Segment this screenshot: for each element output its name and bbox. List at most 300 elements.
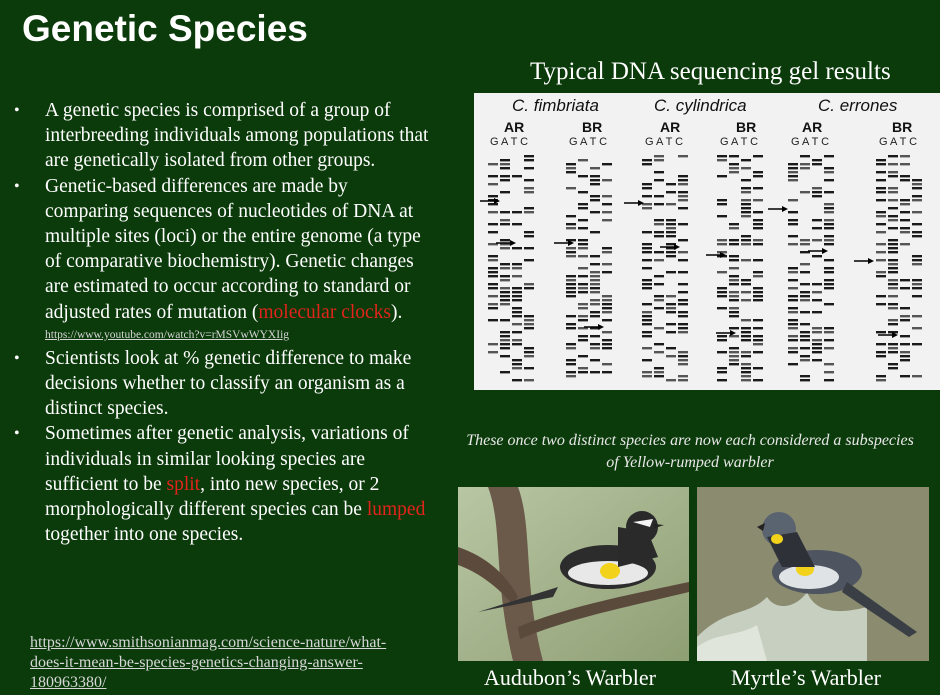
- gel-band: [912, 327, 922, 329]
- gel-band: [590, 311, 600, 313]
- gel-band: [642, 159, 652, 161]
- gel-band: [512, 379, 522, 381]
- bases-label: G A T C: [720, 136, 759, 148]
- gel-band: [512, 323, 522, 325]
- gel-band: [578, 275, 588, 277]
- gel-band: [876, 295, 886, 297]
- gel-band: [800, 355, 810, 357]
- gel-band: [912, 187, 922, 189]
- gel-band: [717, 215, 727, 217]
- gel-band: [741, 371, 751, 373]
- gel-band: [654, 343, 664, 345]
- warbler-caption: These once two distinct species are now each considered a subspecies of Yellow-rumped warbler: [466, 432, 914, 471]
- gel-band: [729, 359, 739, 361]
- gel-band: [524, 355, 534, 357]
- gel-band: [524, 259, 534, 261]
- gel-band: [512, 263, 522, 265]
- gel-band: [729, 227, 739, 229]
- gel-band: [876, 275, 886, 277]
- gel-band: [824, 327, 834, 329]
- gel-band: [578, 267, 588, 269]
- gel-band: [800, 375, 810, 377]
- gel-band: [642, 195, 652, 197]
- gel-band: [500, 303, 510, 305]
- gel-band: [741, 327, 751, 329]
- gel-band: [812, 331, 822, 333]
- gel-band: [500, 275, 510, 277]
- gel-band: [753, 287, 763, 289]
- gel-band: [717, 159, 727, 161]
- gel-band: [666, 235, 676, 237]
- gel-band: [912, 315, 922, 317]
- gel-band: [824, 347, 834, 349]
- gel-band: [590, 271, 600, 273]
- gel-band: [500, 279, 510, 281]
- gel-band: [500, 355, 510, 357]
- bullet-dot: •: [14, 349, 20, 367]
- gel-band: [888, 187, 898, 189]
- gel-band: [524, 207, 534, 209]
- gel-band: [888, 155, 898, 157]
- gel-band: [566, 275, 576, 277]
- gel-band: [678, 223, 688, 225]
- gel-band: [717, 295, 727, 297]
- smithsonian-link[interactable]: https://www.smithsonianmag.com/science-nature/what-does-it-mean-be-species-genetics-changing-answer-180963380/: [30, 634, 387, 691]
- gel-band: [888, 307, 898, 309]
- gel-band: [488, 351, 498, 353]
- gel-band: [741, 239, 751, 241]
- gel-band: [824, 271, 834, 273]
- gel-band: [900, 375, 910, 377]
- gel-band: [753, 379, 763, 381]
- gel-band: [753, 319, 763, 321]
- gel-band: [729, 347, 739, 349]
- gel-band: [900, 355, 910, 357]
- gel-band: [602, 195, 612, 197]
- gel-band: [590, 183, 600, 185]
- gel-band: [888, 239, 898, 241]
- gel-band: [800, 347, 810, 349]
- gel-band: [642, 331, 652, 333]
- gel-band: [512, 311, 522, 313]
- gel-band: [678, 299, 688, 301]
- gel-band: [717, 371, 727, 373]
- gel-band: [729, 311, 739, 313]
- bullet-text: [45, 421, 434, 547]
- gel-band: [900, 359, 910, 361]
- gel-band: [888, 263, 898, 265]
- gel-band: [578, 315, 588, 317]
- gel-band: [800, 339, 810, 341]
- gel-band: [741, 191, 751, 193]
- slide-title: Genetic Species: [22, 8, 308, 49]
- gel-band: [488, 271, 498, 273]
- gel-band: [602, 339, 612, 341]
- gel-band: [500, 211, 510, 213]
- gel-band: [524, 235, 534, 237]
- gel-band: [602, 311, 612, 313]
- gel-band: [888, 215, 898, 217]
- gel-band: [666, 331, 676, 333]
- gel-band: [666, 183, 676, 185]
- gel-band: [578, 303, 588, 305]
- gel-band: [578, 207, 588, 209]
- gel-band: [590, 255, 600, 257]
- gel-band: [900, 319, 910, 321]
- bullet-list: [14, 98, 434, 547]
- gel-band: [900, 203, 910, 205]
- gel-band: [888, 367, 898, 369]
- gel-band: [788, 271, 798, 273]
- gel-band: [678, 199, 688, 201]
- gel-band: [729, 239, 739, 241]
- gel-band: [590, 275, 600, 277]
- gel-band: [590, 175, 600, 177]
- gel-band: [642, 267, 652, 269]
- gel-band: [602, 303, 612, 305]
- gel-band: [876, 251, 886, 253]
- gel-band: [812, 195, 822, 197]
- gel-band: [654, 299, 664, 301]
- gel-band: [566, 343, 576, 345]
- br-label: BR: [582, 119, 603, 135]
- gel-band: [741, 299, 751, 301]
- gel-band: [666, 307, 676, 309]
- gel-band: [753, 291, 763, 293]
- gel-band: [590, 299, 600, 301]
- gel-band: [602, 263, 612, 265]
- gel-band: [888, 251, 898, 253]
- gel-band: [717, 175, 727, 177]
- gel-band: [488, 295, 498, 297]
- gel-band: [678, 375, 688, 377]
- gel-band: [717, 199, 727, 201]
- gel-band: [488, 211, 498, 213]
- gel-band: [888, 347, 898, 349]
- gel-band: [912, 235, 922, 237]
- gel-band: [800, 283, 810, 285]
- gel-band: [824, 167, 834, 169]
- bullet-text-part: , into new species, or 2 morphologically different species can be: [45, 473, 380, 521]
- gel-band: [741, 259, 751, 261]
- gel-band: [800, 331, 810, 333]
- gel-band: [812, 219, 822, 221]
- gel-band: [642, 283, 652, 285]
- gel-band: [678, 359, 688, 361]
- gel-band: [729, 279, 739, 281]
- gel-band: [666, 311, 676, 313]
- gel-band: [666, 219, 676, 221]
- gel-band: [788, 339, 798, 341]
- bullet-text: A genetic species is comprised of a group of interbreeding individuals among populations that are genetically isolated from other groups.: [45, 100, 429, 172]
- gel-band: [500, 223, 510, 225]
- gel-band: [876, 171, 886, 173]
- gel-band: [488, 231, 498, 233]
- gel-band: [729, 363, 739, 365]
- gel-band: [642, 323, 652, 325]
- gel-band: [578, 159, 588, 161]
- gel-band: [900, 279, 910, 281]
- gel-band: [654, 219, 664, 221]
- gel-band: [824, 279, 834, 281]
- species-label: C. fimbriata: [512, 96, 599, 115]
- gel-band: [729, 167, 739, 169]
- bullet-text: [45, 174, 434, 346]
- gel-band: [741, 211, 751, 213]
- gel-band: [812, 359, 822, 361]
- gel-band: [824, 243, 834, 245]
- gel-band: [812, 347, 822, 349]
- bullet-text-part: Sometimes after genetic analysis, variations of individuals in similar looking species are sufficient to be: [45, 423, 409, 495]
- gel-band: [717, 271, 727, 273]
- gel-band: [888, 279, 898, 281]
- gel-band: [876, 343, 886, 345]
- gel-band: [602, 203, 612, 205]
- gel-band: [566, 167, 576, 169]
- gel-band: [717, 367, 727, 369]
- gel-band: [753, 351, 763, 353]
- gel-band: [642, 359, 652, 361]
- gel-band: [602, 211, 612, 213]
- gel-band: [642, 371, 652, 373]
- gel-band: [488, 175, 498, 177]
- gel-band: [524, 323, 534, 325]
- gel-band: [729, 307, 739, 309]
- gel-band: [812, 291, 822, 293]
- gel-band: [876, 243, 886, 245]
- gel-band: [642, 319, 652, 321]
- gel-band: [788, 167, 798, 169]
- gel-band: [900, 219, 910, 221]
- gel-band: [800, 239, 810, 241]
- gel-background: [474, 93, 940, 390]
- gel-band: [888, 247, 898, 249]
- gel-band: [729, 315, 739, 317]
- gel-band: [566, 215, 576, 217]
- gel-band: [578, 339, 588, 341]
- gel-band: [524, 155, 534, 157]
- gel-band: [500, 263, 510, 265]
- gel-band: [666, 347, 676, 349]
- gel-band: [524, 159, 534, 161]
- gel-band: [642, 207, 652, 209]
- gel-band: [590, 359, 600, 361]
- gel-band: [912, 259, 922, 261]
- gel-band: [566, 359, 576, 361]
- gel-band: [590, 211, 600, 213]
- gel-band: [678, 379, 688, 381]
- gel-band: [876, 259, 886, 261]
- gel-band: [912, 287, 922, 289]
- gel-band: [824, 171, 834, 173]
- gel-band: [717, 155, 727, 157]
- gel-band: [500, 163, 510, 165]
- gel-band: [524, 287, 534, 289]
- gel-band: [717, 243, 727, 245]
- gel-band: [800, 291, 810, 293]
- gel-band: [512, 343, 522, 345]
- gel-band: [602, 343, 612, 345]
- gel-band: [642, 311, 652, 313]
- gel-band: [500, 219, 510, 221]
- youtube-link[interactable]: https://www.youtube.com/watch?v=rMSVwWYXIig: [45, 328, 290, 341]
- gel-band: [753, 259, 763, 261]
- gel-band: [678, 291, 688, 293]
- gel-band: [788, 267, 798, 269]
- gel-band: [753, 239, 763, 241]
- gel-band: [812, 311, 822, 313]
- gel-band: [666, 251, 676, 253]
- gel-band: [566, 239, 576, 241]
- myrtles-warbler-label: Myrtle’s Warbler: [731, 665, 881, 690]
- gel-band: [741, 167, 751, 169]
- gel-band: [602, 299, 612, 301]
- gel-band: [753, 343, 763, 345]
- gel-band: [729, 283, 739, 285]
- gel-band: [912, 183, 922, 185]
- gel-band: [512, 299, 522, 301]
- gel-band: [824, 283, 834, 285]
- gel-band: [590, 347, 600, 349]
- gel-band: [788, 175, 798, 177]
- gel-band: [900, 343, 910, 345]
- gel-band: [912, 295, 922, 297]
- gel-band: [566, 251, 576, 253]
- gel-band: [741, 355, 751, 357]
- gel-band: [753, 187, 763, 189]
- gel-band: [524, 187, 534, 189]
- gel-band: [800, 263, 810, 265]
- gel-band: [812, 227, 822, 229]
- gel-band: [888, 319, 898, 321]
- gel-band: [788, 171, 798, 173]
- gel-band: [654, 371, 664, 373]
- gel-band: [512, 267, 522, 269]
- gel-band: [678, 331, 688, 333]
- gel-band: [678, 195, 688, 197]
- gel-band: [900, 231, 910, 233]
- gel-band: [729, 267, 739, 269]
- gel-band: [800, 167, 810, 169]
- gel-band: [566, 247, 576, 249]
- gel-band: [788, 319, 798, 321]
- gel-band: [512, 359, 522, 361]
- bases-label: G A T C: [791, 136, 830, 148]
- gel-band: [824, 267, 834, 269]
- gel-band: [578, 291, 588, 293]
- gel-band: [717, 335, 727, 337]
- gel-band: [654, 171, 664, 173]
- gel-band: [590, 283, 600, 285]
- gel-band: [888, 363, 898, 365]
- gel-band: [524, 315, 534, 317]
- gel-band: [566, 327, 576, 329]
- gel-band: [488, 275, 498, 277]
- gel-band: [888, 175, 898, 177]
- gel-band: [500, 319, 510, 321]
- gel-band: [678, 351, 688, 353]
- gel-band: [524, 379, 534, 381]
- gel-band: [788, 279, 798, 281]
- gel-band: [824, 371, 834, 373]
- gel-band: [812, 343, 822, 345]
- gel-band: [566, 291, 576, 293]
- gel-band: [900, 351, 910, 353]
- gel-band: [800, 335, 810, 337]
- gel-band: [602, 179, 612, 181]
- gel-band: [788, 235, 798, 237]
- gel-band: [788, 299, 798, 301]
- molecular-clocks-highlight: molecular clocks: [258, 301, 392, 323]
- gel-band: [912, 195, 922, 197]
- gel-band: [812, 187, 822, 189]
- gel-band: [500, 159, 510, 161]
- gel-band: [824, 235, 834, 237]
- gel-band: [654, 375, 664, 377]
- gel-band: [888, 283, 898, 285]
- gel-band: [800, 155, 810, 157]
- gel-band: [741, 363, 751, 365]
- gel-band: [729, 259, 739, 261]
- gel-band: [729, 295, 739, 297]
- gel-band: [654, 259, 664, 261]
- gel-band: [488, 203, 498, 205]
- gel-band: [578, 239, 588, 241]
- gel-band: [654, 367, 664, 369]
- gel-band: [654, 327, 664, 329]
- gel-band: [876, 163, 886, 165]
- gel-band: [888, 259, 898, 261]
- gel-band: [824, 219, 834, 221]
- bullet-item: [14, 174, 434, 346]
- gel-band: [824, 287, 834, 289]
- gel-band: [888, 243, 898, 245]
- gel-band: [876, 351, 886, 353]
- gel-band: [800, 379, 810, 381]
- gel-band: [876, 159, 886, 161]
- gel-band: [753, 171, 763, 173]
- gel-band: [876, 355, 886, 357]
- gel-band: [654, 235, 664, 237]
- gel-band: [741, 331, 751, 333]
- gel-band: [678, 179, 688, 181]
- gel-band: [788, 199, 798, 201]
- gel-band: [812, 327, 822, 329]
- gel-band: [900, 307, 910, 309]
- gel-band: [788, 347, 798, 349]
- gel-band: [729, 355, 739, 357]
- gel-band: [788, 223, 798, 225]
- gel-band: [741, 339, 751, 341]
- gel-band: [666, 227, 676, 229]
- species-label: C. errones: [818, 96, 898, 115]
- gel-band: [900, 163, 910, 165]
- gel-band: [678, 259, 688, 261]
- gel-band: [590, 195, 600, 197]
- gel-band: [578, 287, 588, 289]
- gel-band: [741, 243, 751, 245]
- gel-band: [566, 295, 576, 297]
- gel-band: [590, 291, 600, 293]
- gel-band: [888, 171, 898, 173]
- gel-band: [666, 271, 676, 273]
- gel-band: [654, 179, 664, 181]
- gel-band: [912, 223, 922, 225]
- gel-band: [876, 215, 886, 217]
- gel-band: [602, 271, 612, 273]
- gel-band: [654, 159, 664, 161]
- gel-band: [741, 199, 751, 201]
